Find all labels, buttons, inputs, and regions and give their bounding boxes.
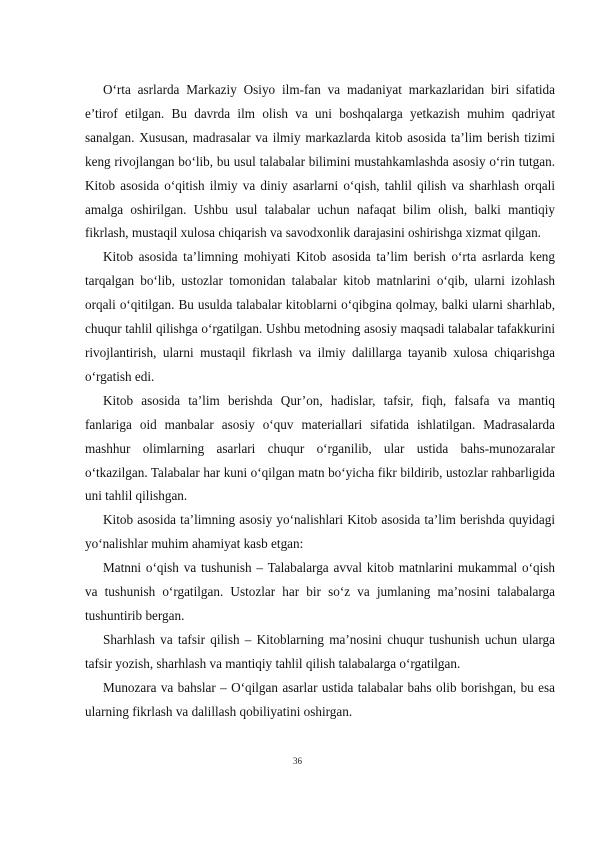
paragraph-debate: Munozara va bahslar – O‘qilgan asarlar ustida talabalar bahs olib borishgan, bu esa ularning fikrlash va dalillash qobiliyatini oshirgan.	[85, 679, 555, 719]
paragraph-intro: O‘rta asrlarda Markaziy Osiyo ilm-fan va madaniyat markazlaridan biri sifatida e’tirof etilgan. Bu davrda ilm olish va uni boshqalarga yetkazish muhim qadriyat sanalgan. Xususan, madrasalar va ilmiy markazlarda kitob asosida ta’lim berish tizimi keng rivojlangan bo‘lib, bu usul talabalar bilimini mustahkamlashda asosiy o‘rin tutgan. Kitob asosida o‘qitish ilmiy va diniy asarlarni o‘qish, tahlil qilish va sharhlash orqali amalga oshirilgan. Ushbu usul talabalar uchun nafaqat bilim olish, balki mantiqiy fikrlash, mustaqil xulosa chiqarish va savodxonlik darajasini oshirishga xizmat qilgan.	[85, 82, 555, 241]
paragraph-reading: Matnni o‘qish va tushunish – Talabalarga avval kitob matnlarini mukammal o‘qish va tushunish o‘rgatilgan. Ustozlar har bir so‘z va jumlaning ma’nosini talabalarga tushuntirib bergan.	[85, 560, 555, 623]
paragraph-commentary: Sharhlash va tafsir qilish – Kitoblarning ma’nosini chuqur tushunish uchun ularga tafsir yozish, sharhlash va mantiqiy tahlil qilish talabalarga o‘rgatilgan.	[85, 631, 555, 671]
paragraph-essence: Kitob asosida ta’limning mohiyati Kitob asosida ta’lim berish o‘rta asrlarda keng tarqalgan bo‘lib, ustozlar tomonidan talabalar kitob matnlarini o‘qib, ularni izohlash orqali o‘qitilgan. Bu usulda talabalar kitoblarni o‘qibgina qolmay, balki ularni sharhlab, chuqur tahlil qilishga o‘rgatilgan. Ushbu metodning asosiy maqsadi talabalar tafakkurini rivojlantirish, ularni mustaqil fikrlash va ilmiy dalillarga tayanib xulosa chiqarishga o‘rgatish edi.	[85, 249, 555, 384]
page-number: 36	[293, 756, 302, 766]
paragraph-sources: Kitob asosida ta’lim berishda Qur’on, hadislar, tafsir, fiqh, falsafa va mantiq fanlariga oid manbalar asosiy o‘quv materiallari sifatida ishlatilgan. Madrasalarda mashhur olimlarning asarlari chuqur o‘rganilib, ular ustida bahs-munozaralar o‘tkazilgan. Talabalar har kuni o‘qilgan matn bo‘yicha fikr bildirib, ustozlar rahbarligida uni tahlil qilishgan.	[85, 392, 555, 504]
body-text	[85, 78, 555, 723]
paragraph-directions: Kitob asosida ta’limning asosiy yo‘nalishlari Kitob asosida ta’lim berishda quyidagi yo‘nalishlar muhim ahamiyat kasb etgan:	[85, 512, 555, 552]
